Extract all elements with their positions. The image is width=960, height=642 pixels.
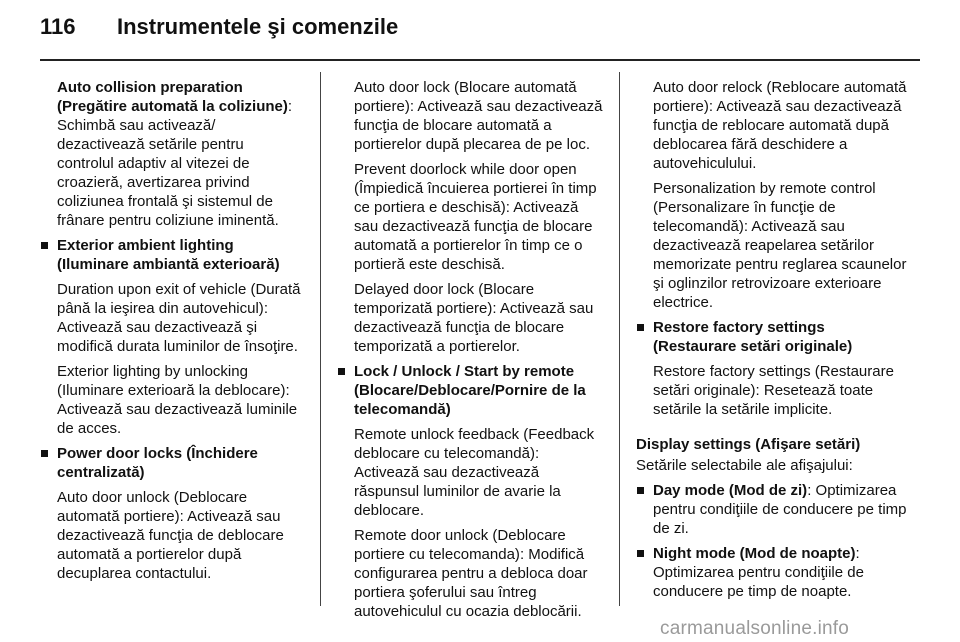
header-rule (40, 59, 920, 61)
page-title: Instrumentele şi comenzile (117, 14, 399, 39)
setting-delayed-door-lock (354, 280, 603, 356)
bullet-title: Restore factory settings (Restaurare setări originale) (653, 319, 853, 355)
page-number: 116 (40, 14, 76, 39)
setting-title: Auto door relock (Reblocare automată portiere) (653, 79, 907, 115)
setting-desc: : Activează sau dezactivează răspunsul luminilor de avarie la deblocare. (354, 445, 561, 519)
setting-desc: : Optimizarea pentru condiţiile de conducere pe timp de noapte. (653, 545, 864, 600)
bullet-square-icon (338, 368, 345, 375)
setting-desc: : Activează sau dezactivează reapelarea setărilor memorizate pentru reglarea scaunelor şi oglinzilor retrovizoare exterioare electrice. (653, 218, 907, 311)
setting-title: Restore factory settings (Restaurare setări originale) (653, 363, 894, 399)
setting-title: Auto collision preparation (Pregătire automată la coliziune) (57, 79, 288, 115)
column-divider-2 (619, 72, 620, 606)
setting-title: Day mode (Mod de zi) (653, 482, 808, 499)
setting-title: Remote door unlock (Deblocare portiere cu telecomanda) (354, 527, 566, 563)
page-header (0, 0, 960, 62)
setting-duration-exit (57, 280, 302, 356)
setting-desc: : Modifică configurarea pentru a debloca doar portiera şoferului sau întreg autovehiculul cu ocazia deblocării. (354, 546, 588, 620)
setting-auto-door-relock (653, 78, 908, 173)
section-intro: Setările selectabile ale afişajului: (636, 457, 853, 474)
column-1 (40, 78, 302, 589)
column-divider-1 (320, 72, 321, 606)
bullet-square-icon (637, 324, 644, 331)
bullet-title: Lock / Unlock / Start by remote (Blocare/Deblocare/Pornire de la telecomandă) (354, 363, 586, 418)
setting-title: Personalization by remote control (Personalizare în funcţie de telecomandă) (653, 180, 876, 235)
bullet-square-icon (41, 450, 48, 457)
bullet-lock-unlock-remote (337, 362, 603, 419)
bullet-square-icon (637, 550, 644, 557)
setting-title: Auto door lock (Blocare automată portiere) (354, 79, 577, 115)
setting-desc: : Schimbă sau activează/ dezactivează setările pentru controlul adaptiv al vitezei de croazieră, avertizarea privind coliziunea frontală şi sistemul de frânare pentru coliziune iminentă. (57, 98, 293, 229)
setting-title: Exterior lighting by unlocking (Iluminare exterioară la deblocare) (57, 363, 286, 399)
section-title-display: Display settings (Afişare setări) (636, 436, 861, 453)
column-2 (337, 78, 603, 627)
setting-auto-door-lock (354, 78, 603, 154)
setting-title: Night mode (Mod de noapte) (653, 545, 856, 562)
setting-prevent-doorlock (354, 160, 603, 274)
setting-remote-door-unlock (354, 526, 603, 621)
setting-title: Delayed door lock (Blocare temporizată portiere) (354, 281, 535, 317)
setting-desc: : Optimizarea pentru condiţiile de conducere pe timp de zi. (653, 482, 907, 537)
setting-exterior-unlock (57, 362, 302, 438)
setting-title: Prevent doorlock while door open (Împiedică încuierea portierei în timp ce portiera e deschisă) (354, 161, 597, 216)
setting-title: Auto door unlock (Deblocare automată portiere) (57, 489, 248, 525)
setting-desc: : Resetează toate setările la setările implicite. (653, 382, 874, 418)
bullet-square-icon (41, 242, 48, 249)
bullet-night-mode (636, 544, 908, 601)
bullet-title: Power door locks (Închidere centralizată) (57, 445, 258, 481)
setting-desc: : Activează sau dezactivează funcţia de blocare automată a portierelor după plecarea de pe loc. (354, 98, 603, 153)
setting-desc: : Activează sau dezactivează funcţia de reblocare automată după deblocarea fără deschidere a autovehiculului. (653, 98, 902, 172)
bullet-exterior-lighting (40, 236, 302, 274)
setting-auto-collision (57, 78, 302, 230)
setting-restore-factory (653, 362, 908, 419)
column-3 (636, 78, 908, 607)
bullet-power-door-locks (40, 444, 302, 482)
setting-desc: : Activează sau dezactivează şi modifică durata luminilor de însoţire. (57, 300, 298, 355)
bullet-title: Exterior ambient lighting (Iluminare ambiantă exterioară) (57, 237, 280, 273)
setting-desc: : Activează sau dezactivează luminile de acces. (57, 382, 298, 437)
bullet-restore-factory (636, 318, 908, 356)
watermark: carmanualsonline.info (660, 618, 850, 639)
setting-title: Remote unlock feedback (Feedback deblocare cu telecomandă) (354, 426, 595, 462)
bullet-day-mode (636, 481, 908, 538)
bullet-square-icon (637, 487, 644, 494)
setting-desc: : Activează sau dezactivează funcţia de blocare automată a portierelor în timp ce o portieră este deschisă. (354, 199, 593, 273)
setting-personalization-remote (653, 179, 908, 312)
setting-auto-door-unlock (57, 488, 302, 583)
setting-title: Duration upon exit of vehicle (Durată până la ieşirea din autovehicul) (57, 281, 301, 317)
setting-desc: : Activează sau dezactivează funcţia de deblocare automată a portierelor după decuplarea contactului. (57, 508, 284, 582)
setting-remote-unlock-feedback (354, 425, 603, 520)
setting-desc: : Activează sau dezactivează funcţia de blocare temporizată a portierelor. (354, 300, 594, 355)
